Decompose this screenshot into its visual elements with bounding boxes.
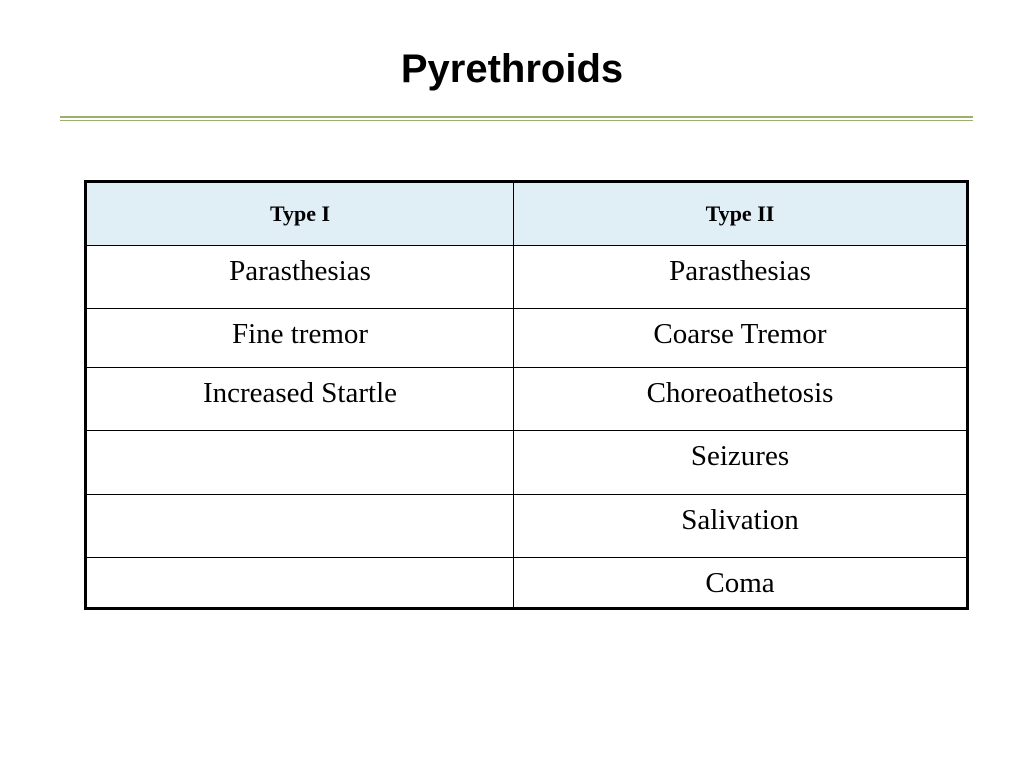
table-row [86, 558, 968, 609]
header-type-ii: Type II [514, 182, 968, 246]
table-row [86, 431, 968, 495]
cell-type-i: Increased Startle [86, 368, 514, 431]
table-row [86, 309, 968, 368]
header-type-i: Type I [86, 182, 514, 246]
cell-type-ii: Coarse Tremor [514, 309, 968, 368]
title-divider [60, 116, 973, 122]
divider-line-top [60, 116, 973, 118]
cell-type-i [86, 495, 514, 558]
table-row [86, 246, 968, 309]
divider-line-bottom [60, 120, 973, 121]
table-row [86, 495, 968, 558]
cell-type-ii: Salivation [514, 495, 968, 558]
cell-type-ii: Coma [514, 558, 968, 609]
table-row [86, 368, 968, 431]
cell-type-i [86, 431, 514, 495]
cell-type-ii: Choreoathetosis [514, 368, 968, 431]
cell-type-ii: Seizures [514, 431, 968, 495]
table-header-row [86, 182, 968, 246]
cell-type-i: Parasthesias [86, 246, 514, 309]
cell-type-i: Fine tremor [86, 309, 514, 368]
comparison-table [84, 180, 969, 610]
cell-type-ii: Parasthesias [514, 246, 968, 309]
cell-type-i [86, 558, 514, 609]
slide-title: Pyrethroids [400, 47, 624, 91]
